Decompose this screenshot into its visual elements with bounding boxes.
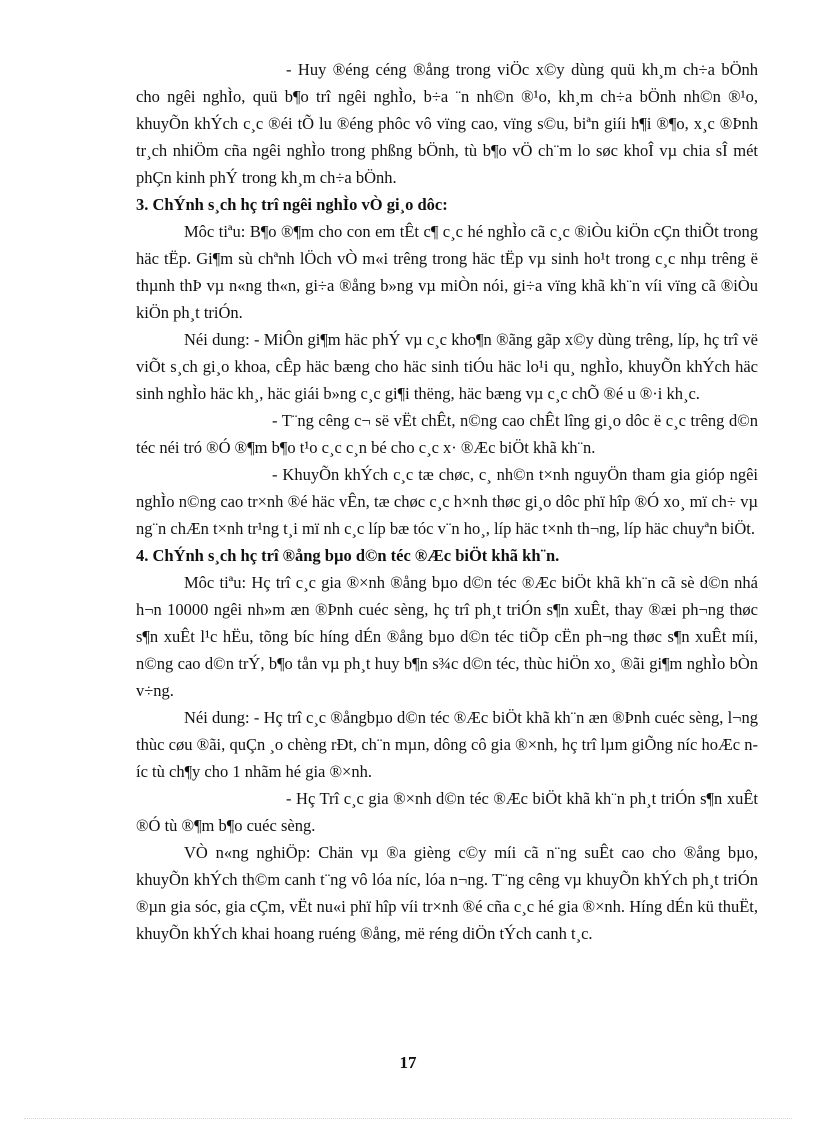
paragraph-education-volunteers: - KhuyÕn khÝch c¸c tæ chøc, c¸ nh©n t×nh nguyÖn tham gia gióp ngêi nghÌo n©ng cao tr×nh ®é häc vÊn, tæ chøc c¸c h×nh thøc gi¸o dôc phï hîp ®Ó xo¸ mï ch÷ vµ ng¨n chÆn t×nh tr¹ng t¸i mï nh c¸c líp bæ tóc v¨n ho¸, líp häc t×nh th¬ng, líp häc chuyªn biÖt. [136, 465, 758, 538]
paragraph-ethnic-goal: Môc tiªu: Hç trî c¸c gia ®×nh ®ång bµo d©n téc ®Æc biÖt khã kh¨n cã sè d©n nhá h¬n 10000 ngêi nh»m æn ®Þnh cuéc sèng, hç trî ph¸t triÓn s¶n xuÊt, thay ®æi ph¬ng thøc s¶n xuÊt l¹c hËu, tõng bíc híng dÉn ®ång bµo d©n téc tiÕp cËn ph¬ng thøc s¶n xuÊt míi, n©ng cao d©n trÝ, b¶o tån vµ ph¸t huy b¶n s¾c d©n téc, thùc hiÖn xo¸ ®ãi gi¶m nghÌo bÒn v÷ng. [136, 573, 758, 700]
paragraph-ethnic-content: Néi dung: - Hç trî c¸c ®ångbµo d©n téc ®Æc biÖt khã kh¨n æn ®Þnh cuéc sèng, l¬ng thùc cøu ®ãi, quÇn ¸o chèng rÐt, ch¨n mµn, dông cô gia ®×nh, hç trî lµm giÕng níc hoÆc níc tù ch¶y cho 1 nhãm hé gia ®×nh. [136, 708, 758, 781]
page-number: 17 [399, 1053, 417, 1072]
paragraph-education-goal: Môc tiªu: B¶o ®¶m cho con em tÊt c¶ c¸c hé nghÌo cã c¸c ®iÒu kiÖn cÇn thiÕt trong häc tËp. Gi¶m sù chªnh lÖch vÒ m«i trêng trong häc tËp vµ sinh ho¹t trong c¸c nhµ trêng ë thµnh thÞ vµ n«ng th«n, gi÷a ®ång b»ng vµ miÒn nói, gi÷a vïng khã kh¨n víi vïng cã ®iÒu kiÖn ph¸t triÓn. [136, 222, 758, 322]
paragraph-education-facilities: - T¨ng cêng c¬ së vËt chÊt, n©ng cao chÊt lîng gi¸o dôc ë c¸c trêng d©n téc néi tró ®Ó ®¶m b¶o t¹o c¸c c¸n bé cho c¸c x· ®Æc biÖt khã kh¨n. [136, 411, 758, 457]
document-body [136, 56, 758, 947]
heading-education-policy: 3. ChÝnh s¸ch hç trî ngêi nghÌo vÒ gi¸o dôc: [136, 195, 448, 214]
paragraph-health-fund: - Huy ®éng céng ®ång trong viÖc x©y dùng quü kh¸m ch÷a bÖnh cho ngêi nghÌo, quü b¶o trî ngêi nghÌo, b÷a ¨n nh©n ®¹o, kh¸m ch÷a bÖnh nh©n ®¹o, khuyÕn khÝch c¸c ®éi tÕ lu ®éng phôc vô vïng cao, vïng s©u, biªn giíi h¶i ®¶o, x¸c ®Þnh tr¸ch nhiÖm cña ngêi nghÌo trong phßng bÖnh, tù b¶o vÖ ch¨m lo søc khoÎ vµ chia sÎ mét phÇn kinh phÝ trong kh¸m ch÷a bÖnh. [136, 60, 758, 187]
paragraph-education-content: Néi dung: - MiÔn gi¶m häc phÝ vµ c¸c kho¶n ®ãng gãp x©y dùng trêng, líp, hç trî vë viÕt s¸ch gi¸o khoa, cÊp häc bæng cho häc sinh tiÓu häc lo¹i qu¸ nghÌo, khuyÕn khÝch häc sinh nghÌo häc kh¸, häc giái b»ng c¸c gi¶i thëng, häc bæng vµ c¸c chÕ ®é u ®·i kh¸c. [136, 330, 758, 403]
heading-ethnic-support-policy: 4. ChÝnh s¸ch hç trî ®ång bµo d©n téc ®Æc biÖt khã kh¨n. [136, 546, 560, 565]
paragraph-agriculture: VÒ n«ng nghiÖp: Chän vµ ®a gièng c©y míi cã n¨ng suÊt cao cho ®ång bµo, khuyÕn khÝch th©m canh t¨ng vô lóa níc, lóa n¬ng. T¨ng cêng vµ khuyÕn khÝch ph¸t triÓn ®µn gia sóc, gia cÇm, vËt nu«i phï hîp víi tr×nh ®é cña c¸c hé gia ®×nh. Híng dÉn kü thuËt, khuyÕn khÝch khai hoang ruéng ®ång, më réng diÖn tÝch canh t¸c. [136, 843, 758, 943]
paragraph-ethnic-production: - Hç Trî c¸c gia ®×nh d©n téc ®Æc biÖt khã kh¨n ph¸t triÓn s¶n xuÊt ®Ó tù ®¶m b¶o cuéc sèng. [136, 789, 758, 835]
page-bottom-divider [24, 1118, 792, 1119]
